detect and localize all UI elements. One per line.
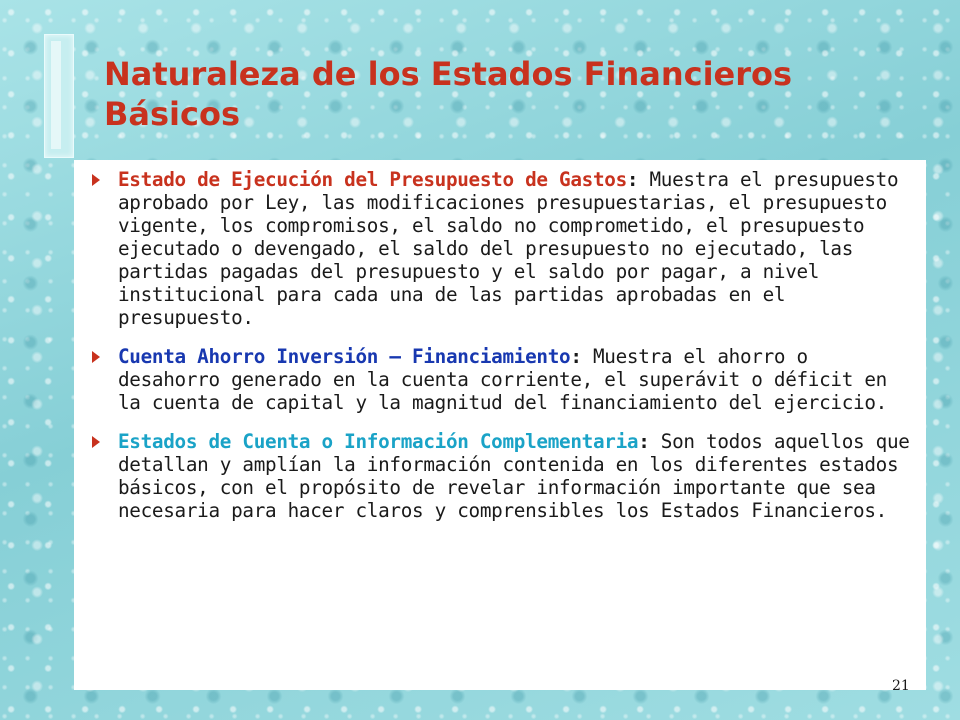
content-box bbox=[74, 160, 926, 690]
bullet-item-estados-cuenta bbox=[88, 430, 914, 522]
bullet-term: Cuenta Ahorro Inversión – Financiamiento bbox=[118, 345, 571, 368]
bullet-text: Son todos aquellos que detallan y amplían la información contenida en los diferentes estados básicos, con el propósito de revelar información importante que sea necesaria para hacer claros y comprensibles los Estados Financieros. bbox=[118, 430, 910, 522]
bullet-item-ejecucion-presupuesto bbox=[88, 168, 914, 329]
bullet-term: Estados de Cuenta o Información Complementaria bbox=[118, 430, 639, 453]
bullet-text: Muestra el presupuesto aprobado por Ley, las modificaciones presupuestarias, el presupuesto vigente, los compromisos, el saldo no comprometido, el presupuesto ejecutado o devengado, el saldo del presupuesto no ejecutado, las partidas pagadas del presupuesto y el saldo por pagar, a nivel institucional para cada una de las partidas aprobadas en el presupuesto. bbox=[118, 168, 899, 329]
bullet-item-ahorro-inversion bbox=[88, 345, 914, 414]
bullet-text: Muestra el ahorro o desahorro generado en la cuenta corriente, el superávit o déficit en la cuenta de capital y la magnitud del financiamiento del ejercicio. bbox=[118, 345, 887, 414]
bullet-colon: : bbox=[638, 430, 650, 453]
decorative-side-bar bbox=[44, 34, 74, 158]
bullet-arrow-icon bbox=[92, 351, 100, 363]
bullet-arrow-icon bbox=[92, 174, 100, 186]
bullet-term: Estado de Ejecución del Presupuesto de Gastos bbox=[118, 168, 627, 191]
bullet-arrow-icon bbox=[92, 436, 100, 448]
bullet-colon: : bbox=[570, 345, 582, 368]
page-number: 21 bbox=[892, 678, 910, 694]
bullet-list bbox=[74, 160, 926, 522]
slide-title: Naturaleza de los Estados Financieros Básicos bbox=[104, 55, 793, 133]
bullet-colon: : bbox=[626, 168, 639, 191]
